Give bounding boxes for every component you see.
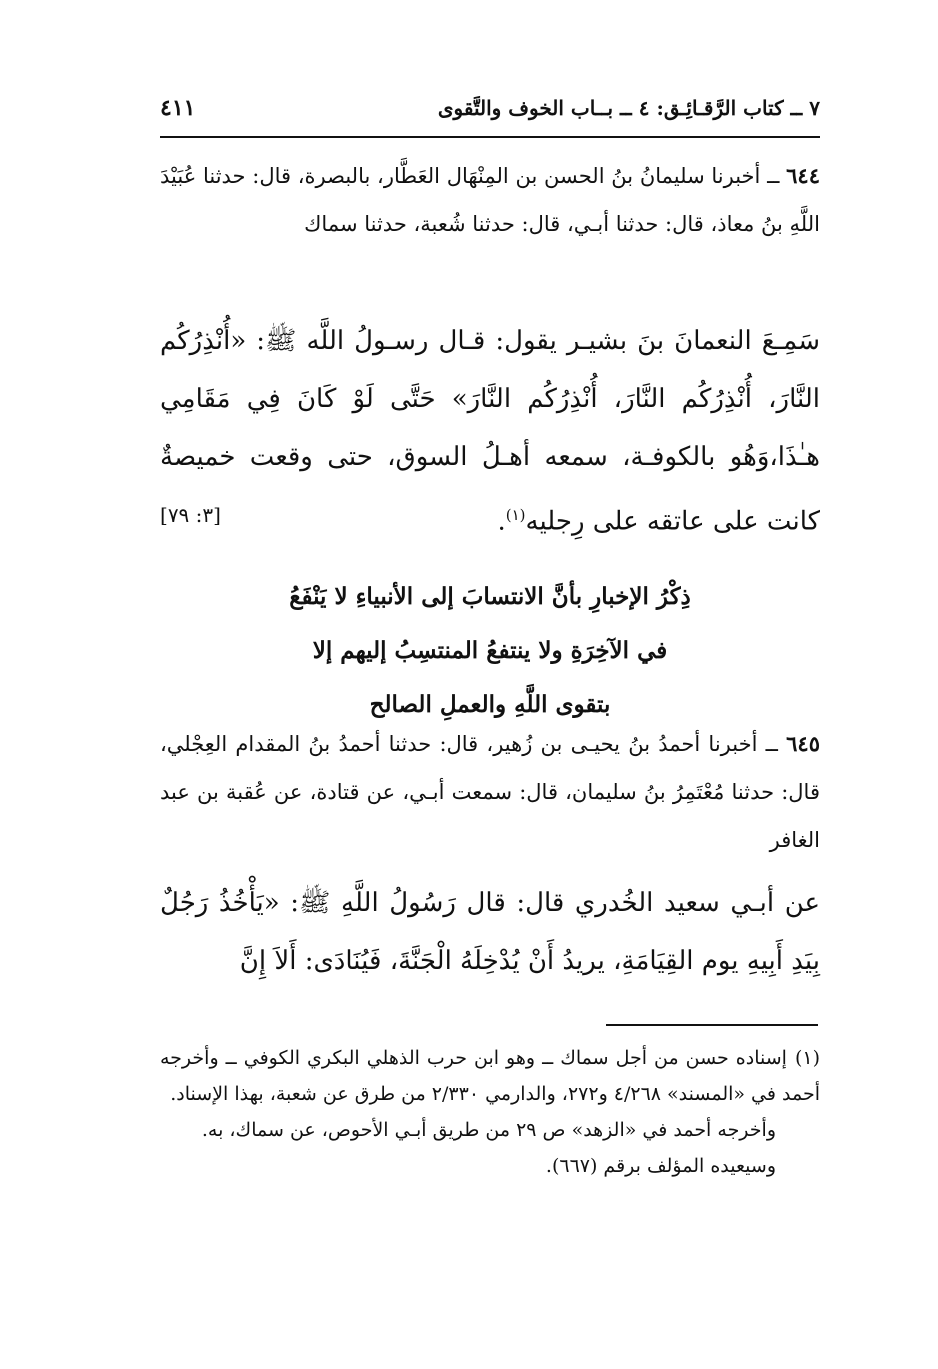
hadith-645-isnad (160, 720, 820, 864)
footnote-text: وأخرجه أحمد في «الزهد» ص ٢٩ من طريق أبـي الأحوص، عن سماك، به. (201, 1119, 776, 1141)
hadith-number: ٦٤٥ (786, 731, 820, 756)
footnote-marker[interactable]: (١) (505, 506, 526, 524)
hadith-644-isnad (160, 152, 820, 248)
hadith-644-matn: سَمِـعَ النعمانَ بنَ بشيـر يقول: قـال رسـولُ اللَّه ﷺ: «أُنْذِرُكُم النَّارَ، أُنْذِرُكُم النَّارَ، أُنْذِرُكُم النَّارَ» حَتَّى لَوْ كَانَ فِي مَقَامِي هـٰذَا،وَهُو بالكوفـة، سمعه أهـلُ السوق، حتى وقعت خميصةٌ كانت على عاتقه على رِجليه$^{(١)}$. [٣: ٧٩] (160, 312, 820, 551)
footnote-item (160, 1040, 820, 1112)
chapter-title-line: في الآخِرَةِ ولا ينتفعُ المنتسِبُ إليهم إلا (312, 637, 668, 664)
chapter-title (160, 570, 820, 732)
isnad-text: ــ أخبرنا أحمدُ بنُ يحيـى بن زُهير، قال: حدثنا أحمدُ بنُ المقدام العِجْلي، قال: حدثنا مُعْتَمِرُ بنُ سليمان، قال: سمعت أبـي، عن قتادة، عن عُقبة بن عبد الغافر (160, 732, 820, 852)
isnad-text: ــ أخبرنا سليمانُ بنُ الحسن بن المِنْهَال العَطَّار، بالبصرة، قال: حدثنا عُبَيْدَ اللَّهِ بنُ معاذ، قال: حدثنا أبـي، قال: حدثنا شُعبة، حدثنا سماك (160, 164, 820, 236)
footnote-separator (606, 1024, 818, 1026)
footnote-number: (١) (794, 1047, 820, 1069)
footnote-text: إسناده حسن من أجل سماك ــ وهو ابن حرب الذهلي البكري الكوفي ــ وأخرجه أحمد في «المسند» ٤/٢٦٨ و٢٧٢، والدارمي ٢/٣٣٠ من طرق عن شعبة، بهذا الإسناد. (160, 1047, 820, 1105)
chapter-title-line: ذِكْرُ الإخبارِ بأنَّ الانتسابَ إلى الأنبياءِ لا يَنْفَعُ (289, 583, 691, 610)
footnotes (160, 1040, 820, 1184)
hadith-645-matn (160, 874, 820, 990)
hadith-number: ٦٤٤ (786, 163, 820, 188)
chapter-heading: ٧ ــ كتاب الرَّقـائِـق: ٤ ــ بــاب الخوف والتَّقوى (437, 96, 820, 120)
reference-citation: [٣: ٧٩] (160, 503, 221, 527)
page-number: ٤١١ (160, 95, 196, 121)
matn-text: عن أبـي سعيد الخُدري قال: قال رَسُولُ اللَّهِ ﷺ: «يَأْخُذُ رَجُلٌ بِيَدِ أَبِيهِ يوم القِيَامَةِ، يريدُ أَنْ يُدْخِلَهُ الْجَنَّةَ، فَيُنَادَى: أَلاَ إِنَّ (160, 888, 820, 976)
running-header (160, 88, 820, 128)
matn-text: سَمِـعَ النعمانَ بنَ بشيـر يقول: قـال رسـولُ اللَّه ﷺ: «أُنْذِرُكُم النَّارَ، أُنْذِرُكُم النَّارَ، أُنْذِرُكُم النَّارَ» حَتَّى لَوْ كَانَ فِي مَقَامِي هـٰذَا،وَهُو بالكوفـة، سمعه أهـلُ السوق، حتى وقعت خميصةٌ كانت على عاتقه على رِجليه (160, 326, 820, 537)
chapter-title-line: بتقوى اللَّهِ والعملِ الصالح (369, 691, 611, 718)
header-rule (160, 136, 820, 138)
footnote-text: وسيعيده المؤلف برقم (٦٦٧). (545, 1155, 776, 1177)
